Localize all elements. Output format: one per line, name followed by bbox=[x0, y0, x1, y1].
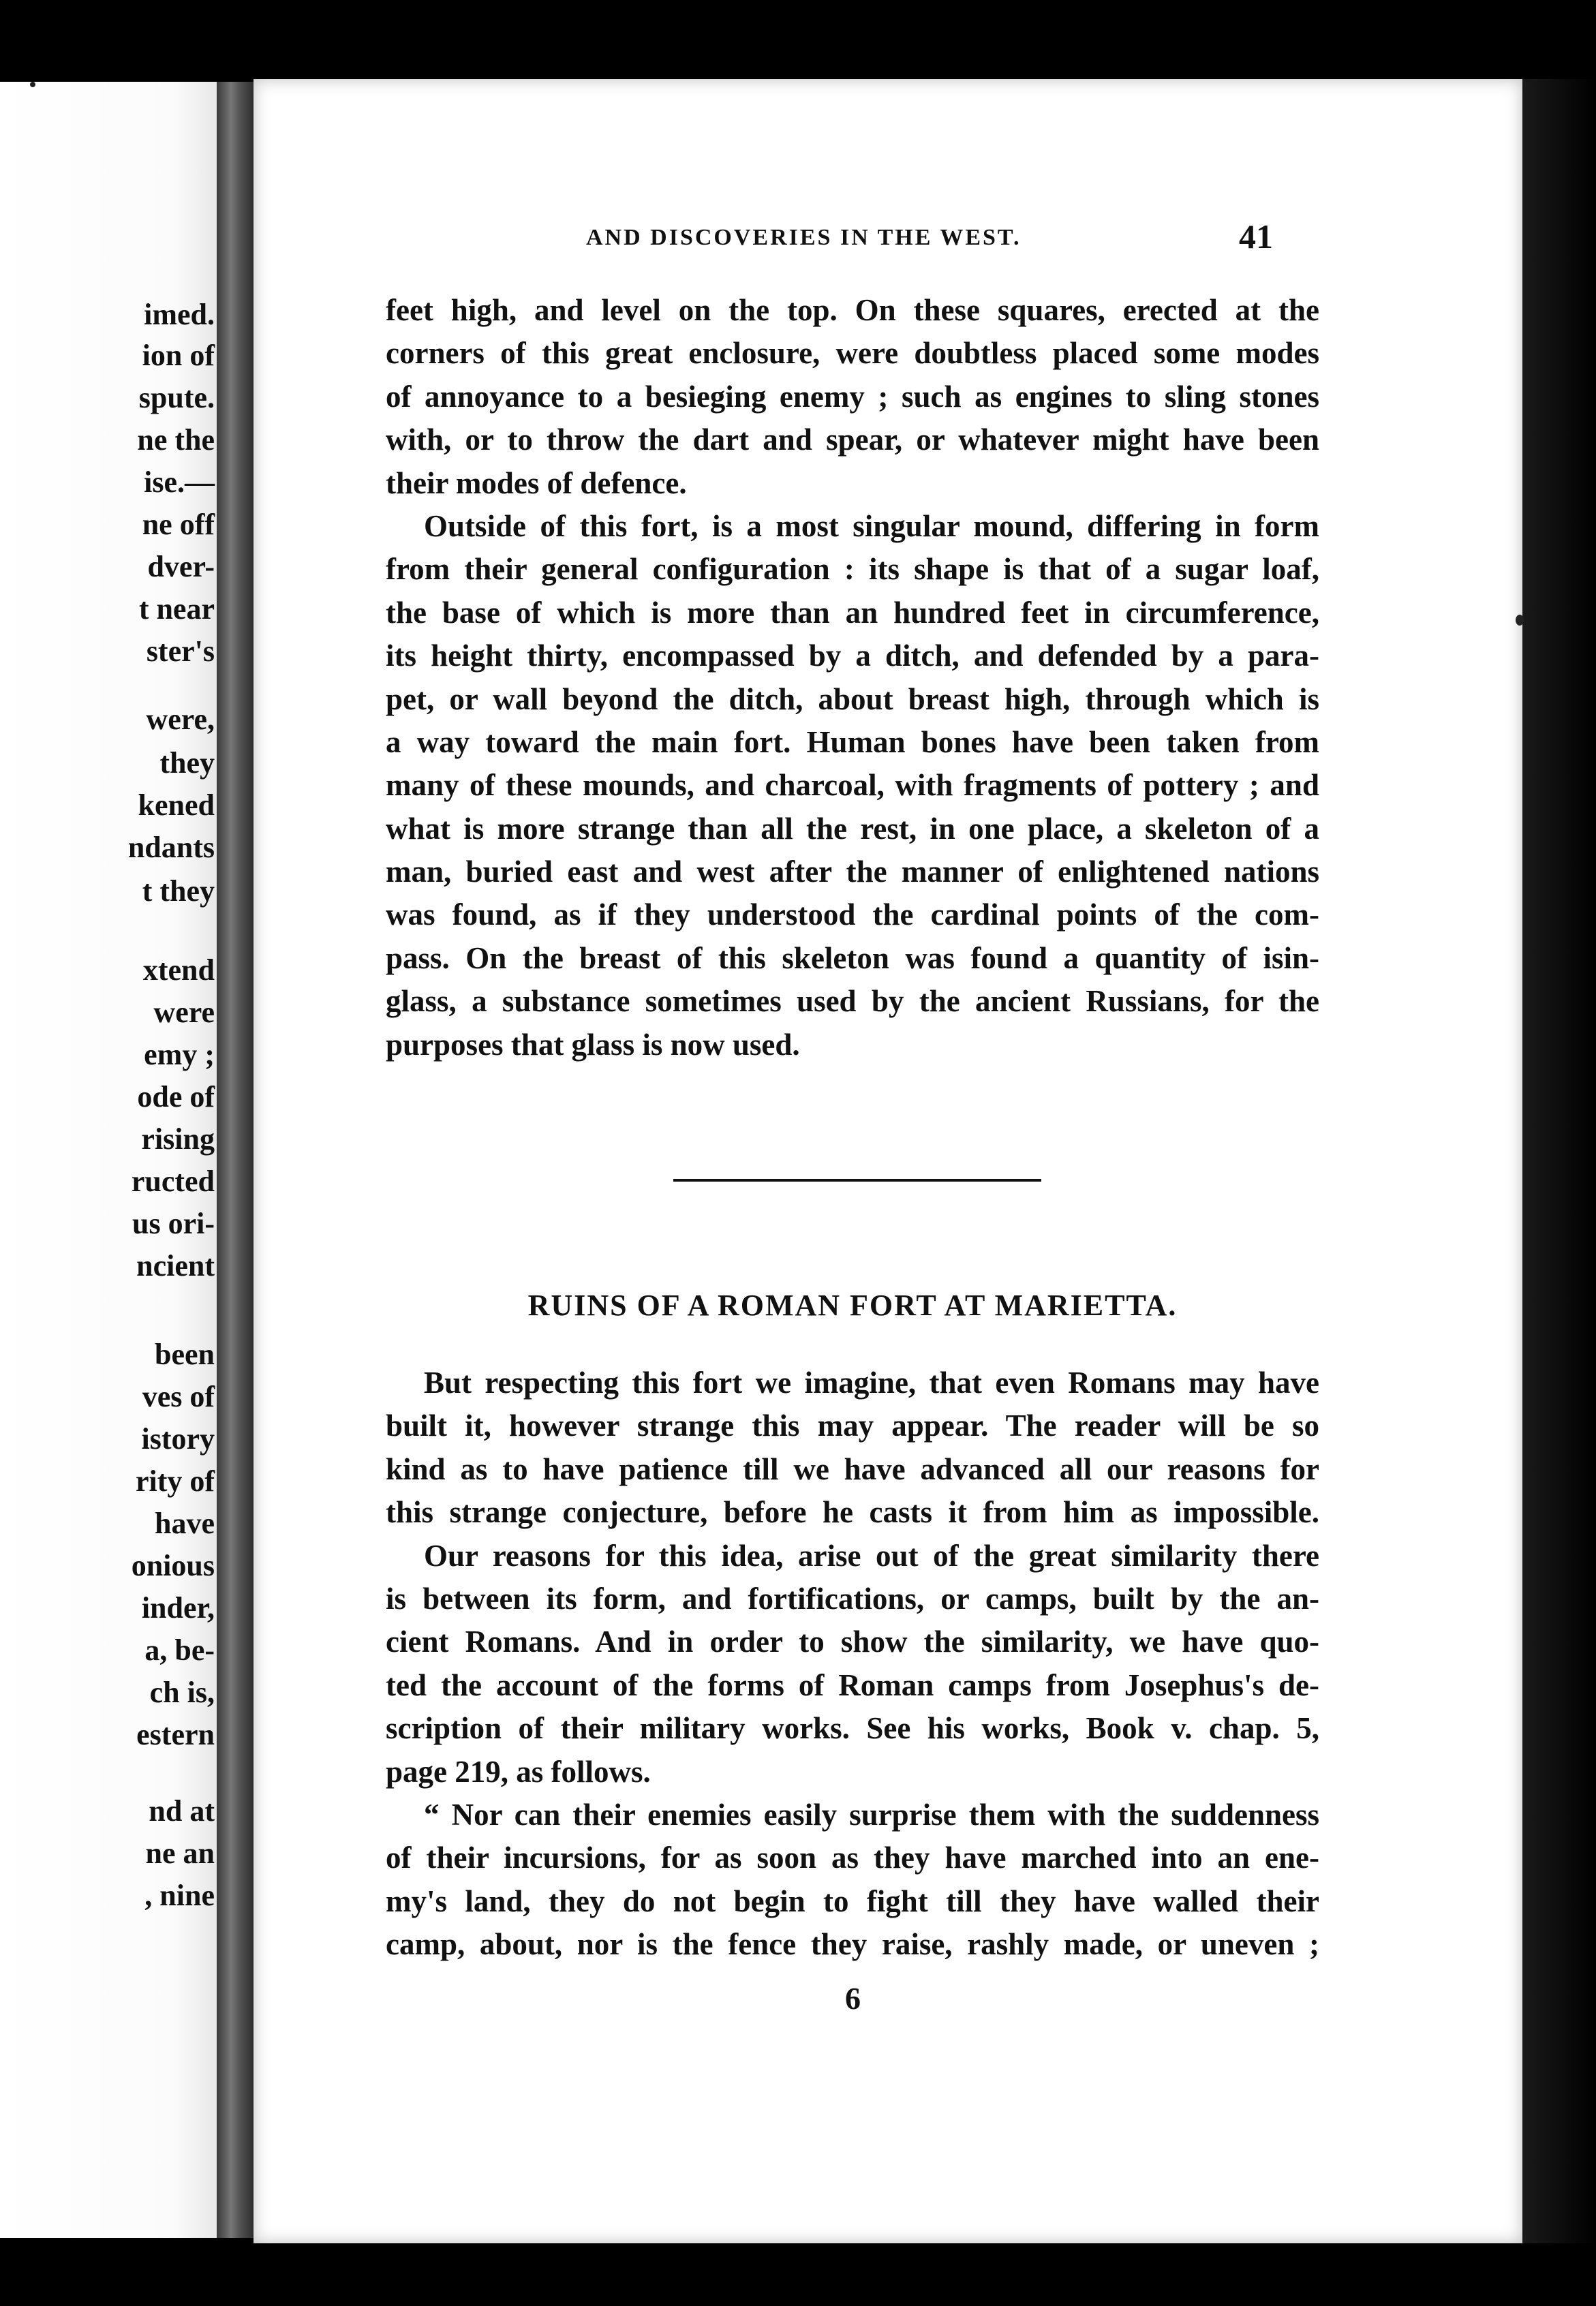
left-page-fragment: ode of bbox=[137, 1080, 215, 1113]
left-page-fragment: have bbox=[155, 1507, 215, 1540]
speck bbox=[30, 82, 35, 87]
text-line: page 219, as follows. bbox=[386, 1754, 651, 1789]
left-page-fragment: rity of bbox=[135, 1464, 215, 1498]
left-page-fragment: ves of bbox=[142, 1380, 215, 1413]
left-page-fragment: emy ; bbox=[144, 1038, 215, 1071]
text-line: of their incursions, for as soon as they have marched into an ene- bbox=[386, 1841, 1319, 1875]
left-page-fragment: kened bbox=[138, 788, 215, 822]
left-page-fragment: they bbox=[159, 746, 215, 780]
signature-mark: 6 bbox=[845, 1981, 861, 2016]
page-edge-shadow bbox=[1522, 79, 1596, 2243]
left-page-fragment: ne off bbox=[142, 508, 215, 541]
left-page-fragment: ne the bbox=[137, 423, 215, 457]
text-line: But respecting this fort we imagine, that even Romans may have bbox=[424, 1366, 1319, 1400]
section-title: RUINS OF A ROMAN FORT AT MARIETTA. bbox=[527, 1289, 1178, 1322]
text-line: pass. On the breast of this skeleton was found a quantity of isin- bbox=[386, 940, 1319, 975]
text-line: was found, as if they understood the cardinal points of the com- bbox=[386, 897, 1319, 932]
text-line: camp, about, nor is the fence they raise, rashly made, or uneven ; bbox=[386, 1927, 1319, 1962]
running-head: AND DISCOVERIES IN THE WEST. bbox=[586, 225, 1022, 250]
page-number: 41 bbox=[1239, 217, 1273, 256]
text-line: of annoyance to a besieging enemy ; such as engines to sling stones bbox=[386, 379, 1319, 414]
text-line: a way toward the main fort. Human bones have been taken from bbox=[386, 724, 1319, 759]
text-line: ted the account of the forms of Roman camps from Josephus's de- bbox=[386, 1667, 1319, 1702]
left-page-fragment: imed. bbox=[144, 298, 215, 331]
text-line: what is more strange than all the rest, in one place, a skeleton of a bbox=[386, 811, 1319, 846]
left-page-fragment: nd at bbox=[149, 1794, 215, 1828]
left-page-fragment: been bbox=[155, 1338, 215, 1371]
text-line: kind as to have patience till we have advanced all our reasons for bbox=[386, 1451, 1319, 1486]
left-page-fragment: ne an bbox=[145, 1836, 215, 1870]
left-page-fragment: onious bbox=[131, 1549, 215, 1582]
left-page-fragment: were bbox=[153, 996, 215, 1029]
text-line: Our reasons for this idea, arise out of the great similarity there bbox=[424, 1538, 1319, 1573]
text-line: is between its form, and fortifications, or camps, built by the an- bbox=[386, 1581, 1319, 1616]
text-line: cient Romans. And in order to show the similarity, we have quo- bbox=[386, 1625, 1319, 1659]
text-line: scription of their military works. See his works, Book v. chap. 5, bbox=[386, 1711, 1319, 1746]
left-page-fragment: ch is, bbox=[149, 1676, 215, 1709]
left-page-fragment: t near bbox=[138, 592, 215, 626]
left-page-fragment: ructed bbox=[131, 1165, 215, 1198]
left-page-fragment: were, bbox=[146, 703, 215, 736]
left-page-fragment: dver- bbox=[147, 550, 215, 583]
text-line: pet, or wall beyond the ditch, about breast high, through which is bbox=[386, 681, 1319, 716]
left-page-fragment: estern bbox=[136, 1718, 215, 1751]
text-line: glass, a substance sometimes used by the ancient Russians, for the bbox=[386, 984, 1319, 1019]
text-line: from their general configuration : its shape is that of a sugar loaf, bbox=[386, 552, 1319, 587]
text-line: corners of this great enclosure, were doubtless placed some modes bbox=[386, 336, 1319, 371]
left-page-fragment: t they bbox=[142, 874, 215, 908]
text-line: man, buried east and west after the manner of enlightened nations bbox=[386, 855, 1319, 889]
left-page-fragment: spute. bbox=[138, 381, 215, 414]
left-page-fragment: ster's bbox=[146, 634, 215, 668]
text-line: “ Nor can their enemies easily surprise them with the suddenness bbox=[424, 1797, 1319, 1832]
left-page-fragment: rising bbox=[141, 1122, 215, 1156]
text-line: with, or to throw the dart and spear, or whatever might have been bbox=[386, 422, 1319, 457]
text-line: feet high, and level on the top. On these squares, erected at the bbox=[386, 293, 1319, 327]
text-line: built it, however strange this may appear. The reader will be so bbox=[386, 1409, 1319, 1443]
text-line: Outside of this fort, is a most singular mound, differing in form bbox=[424, 508, 1319, 543]
text-line: this strange conjecture, before he casts it from him as impossible. bbox=[386, 1495, 1319, 1530]
text-line: many of these mounds, and charcoal, with fragments of pottery ; and bbox=[386, 768, 1319, 803]
book-gutter bbox=[217, 82, 258, 2238]
left-page-fragment: us ori- bbox=[132, 1207, 215, 1240]
paragraph-block-2 bbox=[386, 1362, 1319, 1966]
left-page-fragment: xtend bbox=[142, 953, 215, 987]
text-line: purposes that glass is now used. bbox=[386, 1027, 800, 1062]
text-line: their modes of defence. bbox=[386, 465, 687, 500]
left-page-fragment: ncient bbox=[136, 1249, 215, 1282]
paragraph-block-1 bbox=[386, 289, 1319, 1066]
section-divider-rule bbox=[673, 1179, 1041, 1182]
text-line: my's land, they do not begin to fight till they have walled their bbox=[386, 1884, 1319, 1918]
text-line: its height thirty, encompassed by a ditch, and defended by a para- bbox=[386, 639, 1319, 673]
speck bbox=[1516, 615, 1524, 626]
text-line: the base of which is more than an hundred feet in circumference, bbox=[386, 595, 1319, 630]
left-page-fragment: a, be- bbox=[144, 1633, 215, 1667]
left-page-fragment: istory bbox=[141, 1422, 215, 1456]
left-page-fragment: ion of bbox=[142, 339, 215, 372]
left-page-fragment: inder, bbox=[141, 1591, 215, 1625]
left-page-fragment: ndants bbox=[127, 831, 215, 864]
left-page-fragment: , nine bbox=[144, 1879, 215, 1912]
left-page-fragment: ise.— bbox=[144, 465, 215, 499]
